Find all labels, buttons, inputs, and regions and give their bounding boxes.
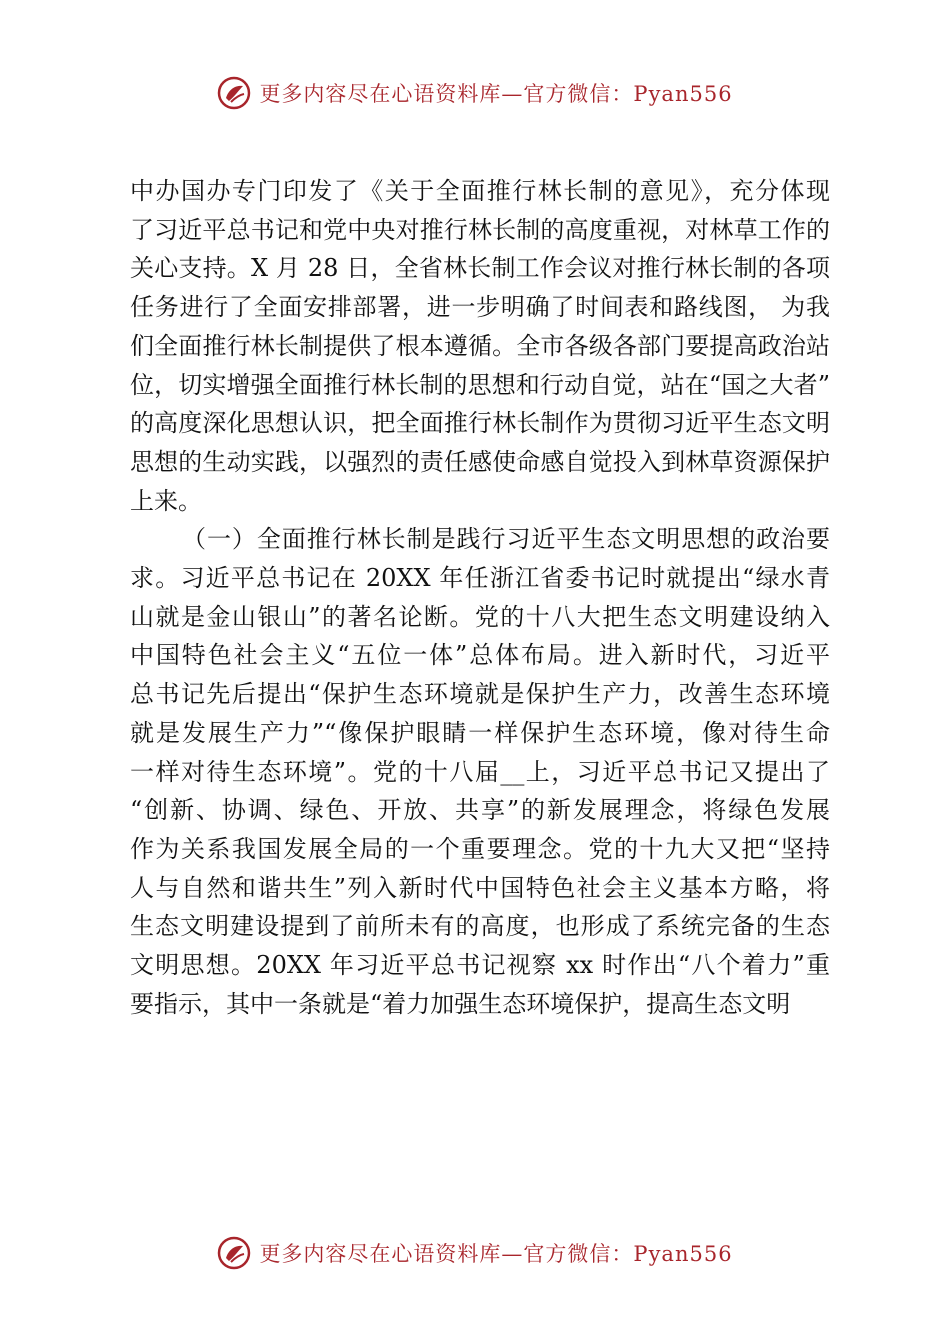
text-line: 思想的生动实践，以强烈的责任感使命感自觉投入到林草资源保护 (130, 447, 830, 476)
text-line: 关心支持。X 月 28 日，全省林长制工作会议对推行林长制的各项 (130, 254, 830, 283)
text-line: 一样对待生态环境”。党的十八届__上，习近平总书记又提出了 (130, 757, 830, 786)
text-line: 求。习近平总书记在 20XX 年任浙江省委书记时就提出“绿水青 (130, 564, 830, 593)
text-line: 要指示，其中一条就是“着力加强生态环境保护，提高生态文明 (130, 989, 791, 1018)
footer-banner (0, 1228, 950, 1278)
text-line: 中办国办专门印发了《关于全面推行林长制的意见》，充分体现 (130, 177, 830, 205)
text-line: 文明思想。20XX 年习近平总书记视察 xx 时作出“八个着力”重 (130, 951, 830, 980)
brand-logo-icon (217, 1236, 251, 1270)
paragraph-2 (130, 520, 830, 1023)
text-line: 了习近平总书记和党中央对推行林长制的高度重视，对林草工作的 (130, 215, 830, 244)
text-line: 们全面推行林长制提供了根本遵循。全市各级各部门要提高政治站 (130, 331, 830, 360)
text-line: 位，切实增强全面推行林长制的思想和行动自觉，站在“国之大者” (130, 370, 830, 399)
header-banner-text: 更多内容尽在心语资料库—官方微信：Pyan556 (259, 82, 733, 106)
text-line: 中国特色社会主义“五位一体”总体布局。进入新时代，习近平 (130, 641, 830, 670)
text-line: 作为关系我国发展全局的一个重要理念。党的十九大又把“坚持 (130, 834, 830, 863)
text-line: 上来。 (130, 486, 202, 515)
text-line: 人与自然和谐共生”列入新时代中国特色社会主义基本方略，将 (130, 873, 830, 902)
section-heading-line: （一）全面推行林长制是践行习近平生态文明思想的政治要 (182, 525, 830, 554)
text-line: 的高度深化思想认识，把全面推行林长制作为贯彻习近平生态文明 (130, 409, 830, 438)
text-line: 任务进行了全面安排部署，进一步明确了时间表和路线图， 为我 (130, 293, 830, 322)
text-line: 生态文明建设提到了前所未有的高度，也形成了系统完备的生态 (130, 912, 830, 941)
header-banner (0, 68, 950, 118)
text-line: 就是发展生产力”“像保护眼睛一样保护生态环境，像对待生命 (130, 718, 830, 747)
text-line: 山就是金山银山”的著名论断。党的十八大把生态文明建设纳入 (130, 602, 830, 631)
footer-banner-text: 更多内容尽在心语资料库—官方微信：Pyan556 (259, 1242, 733, 1266)
text-line: 总书记先后提出“保护生态环境就是保护生产力，改善生态环境 (130, 680, 830, 709)
brand-logo-icon (217, 76, 251, 110)
document-body (130, 172, 830, 1023)
text-line: “创新、协调、绿色、开放、共享”的新发展理念，将绿色发展 (130, 796, 830, 825)
paragraph-1 (130, 172, 830, 520)
